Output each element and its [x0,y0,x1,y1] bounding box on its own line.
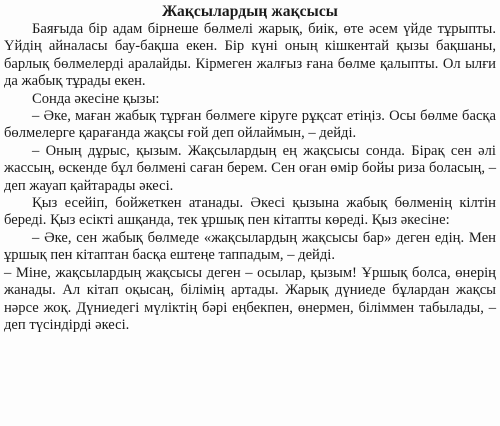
paragraph-3: – Әке, маған жабық тұрған бөлмеге кіруге рұқсат етіңіз. Осы бөлме басқа бөлмелерге қарағанда жақсы ғой деп ойлаймын, – дейді. [4,108,496,142]
story-title: Жақсылардың жақсысы [162,3,338,20]
paragraph-7: – Міне, жақсылардың жақсысы деген – осылар, қызым! Ұршық болса, өнерің жанады. Ал кітап оқысаң, білімің артады. Жарық дүниеде бұлардан жақсы нәрсе жоқ. Дүниедегі мүліктің бәрі еңбекпен, өнермен, біліммен табылады, – деп түсіндірді әкесі. [4,264,496,333]
paragraph-1: Баяғыда бір адам бірнеше бөлмелі жарық, биік, өте әсем үйде тұрыпты. Үйдің айналасы бау-бақша екен. Бір күні оның кішкентай қызы бақшаны, барлық бөлмелерді аралайды. Кірмеген жалғыз ғана бөлме қалыпты. Ол ылғи да жабық тұрады екен. [4,21,496,90]
paragraph-6: – Әке, сен жабық бөлмеде «жақсылардың жақсысы бар» деген едің. Мен ұршық пен кітаптан басқа ештеңе таппадым, – дейді. [4,229,496,264]
paragraph-5: Қыз есейіп, бойжеткен атанады. Әкесі қызына жабық бөлменің кілтін береді. Қыз есікті ашқанда, тек ұршық пен кітапты көреді. Қыз әкесіне: [4,195,496,229]
paragraph-2: Сонда әкесіне қызы: [32,90,160,107]
paragraph-4: – Оның дұрыс, қызым. Жақсылардың ең жақсысы сонда. Бірақ сен әлі жассың, өскенде бұл бөлмені саған берем. Сен оған өмір бойы риза боласың, – деп жауап қайтарады әкесі. [4,142,496,194]
